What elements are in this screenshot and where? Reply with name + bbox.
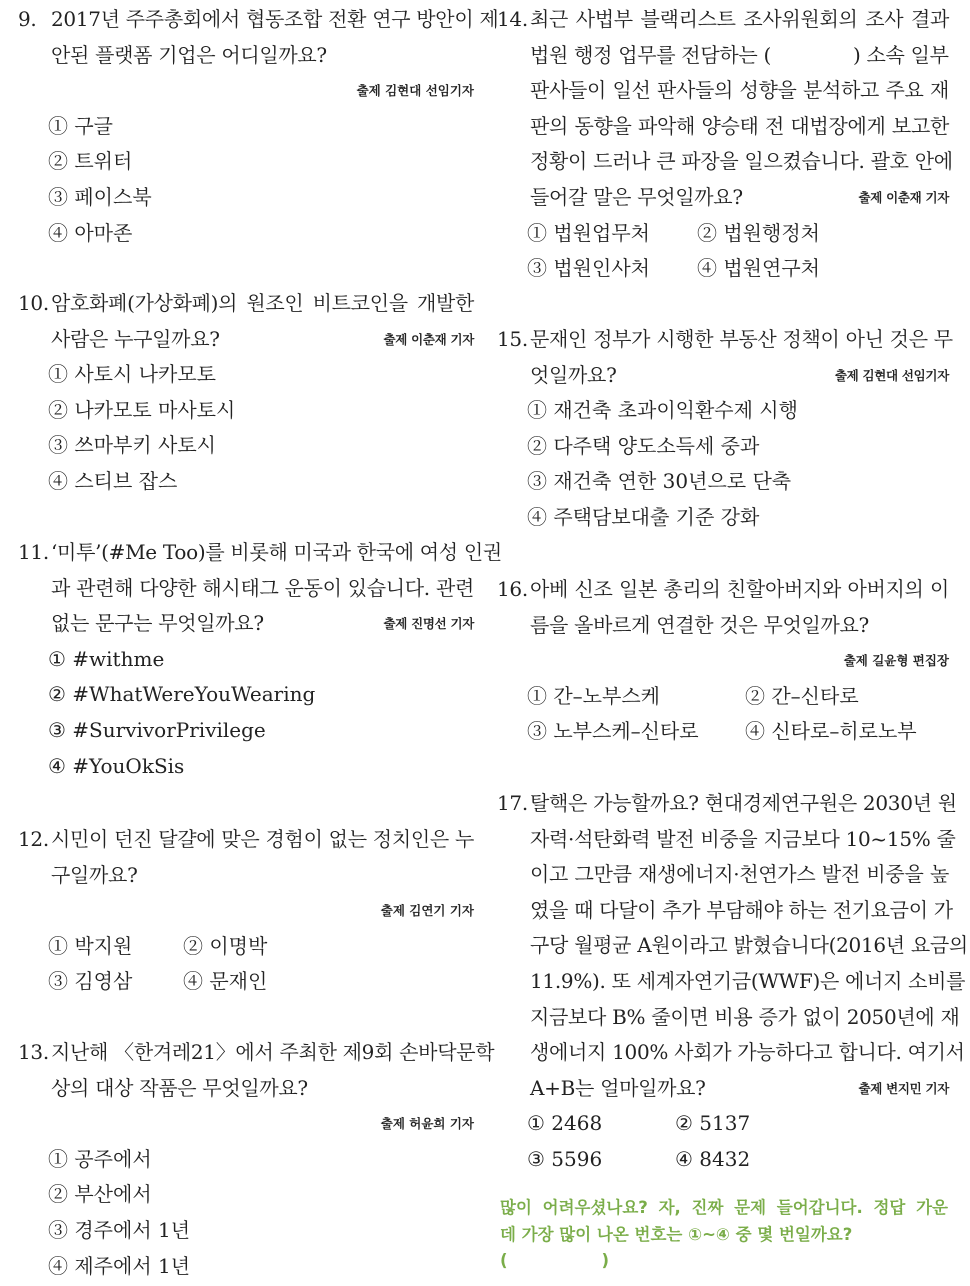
question-text-line: 정황이 드러나 큰 파장을 일으켰습니다. 괄호 안에: [530, 149, 953, 174]
question-text-line: 자력·석탄화력 발전 비중을 지금보다 10~15% 줄: [530, 826, 956, 851]
question-text-line: 안된 플랫폼 기업은 어디일까요?: [51, 42, 327, 67]
question-text-line: 구일까요?: [51, 862, 138, 887]
option-1[interactable]: ① 2468: [527, 1111, 603, 1136]
question-credit: 출제 이춘재 기자: [858, 189, 949, 205]
option-1[interactable]: ① 간–노부스케: [527, 683, 660, 708]
question-12: [18, 822, 474, 1000]
option-4[interactable]: ④ 법원연구처: [697, 256, 820, 281]
option-1[interactable]: ① 구글: [48, 113, 113, 138]
question-credit: 출제 길윤형 편집장: [843, 653, 949, 669]
prompt-line: 데 가장 많이 나온 번호는 ①~④ 중 몇 번일까요?: [500, 1224, 853, 1244]
option-3[interactable]: ③ 법원인사처: [527, 256, 650, 281]
question-text-line: 사람은 누구일까요? 출제 이춘재 기자: [18, 322, 474, 358]
question-number: 12.: [18, 827, 49, 851]
question-text-line: 17. 탈핵은 가능할까요? 현대경제연구원은 2030년 원: [497, 786, 949, 822]
question-credit: 출제 김연기 기자: [380, 903, 474, 919]
question-text-line: 16. 아베 신조 일본 총리의 친할아버지와 아버지의 이: [497, 572, 949, 608]
question-credit: 출제 진명선 기자: [383, 616, 474, 632]
option-2[interactable]: ② 나카모토 마사토시: [48, 397, 236, 422]
question-text-line: 판의 동향을 파악해 양승태 전 대법장에게 보고한: [530, 113, 949, 138]
question-text-line: 9. 2017년 주주총회에서 협동조합 전환 연구 방안이 제: [18, 2, 474, 38]
question-number: 15.: [497, 327, 528, 351]
option-1[interactable]: ① 박지원: [48, 933, 133, 958]
question-text-line: 12. 시민이 던진 달걀에 맞은 경험이 없는 정치인은 누: [18, 822, 474, 858]
option-4[interactable]: ④ 제주에서 1년: [48, 1253, 191, 1278]
option-2[interactable]: ② 5137: [675, 1111, 751, 1136]
question-text-line: 였을 때 다달이 추가 부담해야 하는 전기요금이 가: [530, 897, 953, 922]
question-9: [18, 2, 499, 251]
option-row: [497, 251, 949, 287]
question-15: [497, 322, 953, 536]
option-row: [497, 1106, 949, 1142]
option-row: [497, 1142, 949, 1178]
final-question-prompt: [500, 1195, 948, 1275]
question-credit: 출제 변지민 기자: [858, 1080, 949, 1096]
question-text-line: 15. 문재인 정부가 시행한 부동산 정책이 아닌 것은 무: [497, 322, 949, 358]
option-row: [18, 929, 474, 965]
question-credit: 출제 김현대 선임기자: [356, 83, 474, 99]
question-text-line: 상의 대상 작품은 무엇일까요?: [51, 1075, 308, 1100]
question-text-line: 11.9%). 또 세계자연기금(WWF)은 에너지 소비를: [530, 968, 966, 993]
option-2[interactable]: ② 부산에서: [48, 1182, 152, 1207]
question-text-line: 11. ‘미투’(#Me Too)를 비롯해 미국과 한국에 여성 인권: [18, 535, 474, 571]
question-number: 11.: [18, 540, 49, 564]
option-2[interactable]: ② 트위터: [48, 149, 133, 174]
question-number: 16.: [497, 577, 528, 601]
option-3[interactable]: ③ 5596: [527, 1146, 603, 1171]
question-text-line: 과 관련해 다양한 해시태그 운동이 있습니다. 관련: [51, 575, 474, 600]
option-3[interactable]: ③ 재건축 연한 30년으로 단축: [527, 469, 792, 494]
option-3[interactable]: ③ 쓰마부키 사토시: [48, 433, 216, 458]
question-13: [18, 1035, 495, 1284]
option-1[interactable]: ① 법원업무처: [527, 220, 650, 245]
question-credit: 출제 김현대 선임기자: [834, 367, 949, 383]
prompt-answer-line: ( ): [500, 1251, 610, 1270]
option-3[interactable]: ③ 김영삼: [48, 969, 133, 994]
option-4[interactable]: ④ 스티브 잡스: [48, 468, 178, 493]
question-11: [18, 535, 502, 784]
question-text-line: 생에너지 100% 사회가 가능하다고 합니다. 여기서: [530, 1040, 965, 1065]
prompt-line: 많이 어려우셨나요? 자, 진짜 문제 들어갑니다. 정답 가운: [500, 1198, 948, 1217]
option-2[interactable]: ② 법원행정처: [697, 220, 820, 245]
question-16: [497, 572, 949, 750]
question-text-line: 10. 암호화폐(가상화폐)의 원조인 비트코인을 개발한: [18, 286, 474, 322]
option-4[interactable]: ④ 아마존: [48, 220, 133, 245]
option-2[interactable]: ② 다주택 양도소득세 중과: [527, 433, 760, 458]
question-text-line: 없는 문구는 무엇일까요? 출제 진명선 기자: [18, 606, 474, 642]
question-number: 13.: [18, 1040, 49, 1064]
question-text-line: A+B는 얼마일까요? 출제 변지민 기자: [497, 1071, 949, 1107]
option-2[interactable]: ② 간–신타로: [745, 683, 859, 708]
option-1[interactable]: ① 공주에서: [48, 1146, 152, 1171]
option-1[interactable]: ① #withme: [48, 646, 165, 671]
question-credit: 출제 이춘재 기자: [383, 331, 474, 347]
question-number: 10.: [18, 291, 49, 315]
question-text-line: 13. 지난해 〈한겨레21〉에서 주최한 제9회 손바닥문학: [18, 1035, 474, 1071]
option-row: [497, 216, 949, 252]
option-2[interactable]: ② 이명박: [183, 933, 268, 958]
option-4[interactable]: ④ 8432: [675, 1146, 751, 1171]
option-row: [497, 679, 949, 715]
question-text-line: 름을 올바르게 연결한 것은 무엇일까요?: [530, 612, 869, 637]
question-credit: 출제 허윤희 기자: [380, 1116, 474, 1132]
question-text-line: 구당 월평균 A원이라고 밝혔습니다(2016년 요금의: [530, 933, 968, 958]
question-text-line: 판사들이 일선 판사들의 성향을 분석하고 주요 재: [530, 78, 949, 103]
option-1[interactable]: ① 사토시 나카모토: [48, 362, 216, 387]
question-10: [18, 286, 474, 500]
question-number: 9.: [18, 7, 37, 31]
question-text-line: 지금보다 B% 줄이면 비용 증가 없이 2050년에 재: [530, 1004, 960, 1029]
question-text-line: 이고 그만큼 재생에너지·천연가스 발전 비중을 높: [530, 862, 949, 887]
option-4[interactable]: ④ 문재인: [183, 969, 268, 994]
option-3[interactable]: ③ 경주에서 1년: [48, 1217, 191, 1242]
option-row: [497, 714, 949, 750]
option-3[interactable]: ③ #SurvivorPrivilege: [48, 717, 266, 742]
option-3[interactable]: ③ 페이스북: [48, 184, 152, 209]
question-text-line: 엇일까요? 출제 김현대 선임기자: [497, 358, 949, 394]
question-text-line: 법원 행정 업무를 전담하는 ( ) 소속 일부: [530, 42, 949, 67]
option-1[interactable]: ① 재건축 초과이익환수제 시행: [527, 398, 798, 423]
option-4[interactable]: ④ 주택담보대출 기준 강화: [527, 504, 760, 529]
question-14: [497, 2, 953, 287]
option-2[interactable]: ② #WhatWereYouWearing: [48, 682, 316, 707]
question-17: [497, 786, 968, 1178]
option-4[interactable]: ④ 신타로–히로노부: [745, 719, 917, 744]
question-number: 17.: [497, 791, 528, 815]
option-row: [18, 964, 474, 1000]
option-3[interactable]: ③ 노부스케–신타로: [527, 719, 699, 744]
option-4[interactable]: ④ #YouOkSis: [48, 753, 185, 778]
question-text-line: 들어갈 말은 무엇일까요? 출제 이춘재 기자: [497, 180, 949, 216]
question-number: 14.: [497, 7, 528, 31]
question-text-line: 14. 최근 사법부 블랙리스트 조사위원회의 조사 결과: [497, 2, 949, 38]
